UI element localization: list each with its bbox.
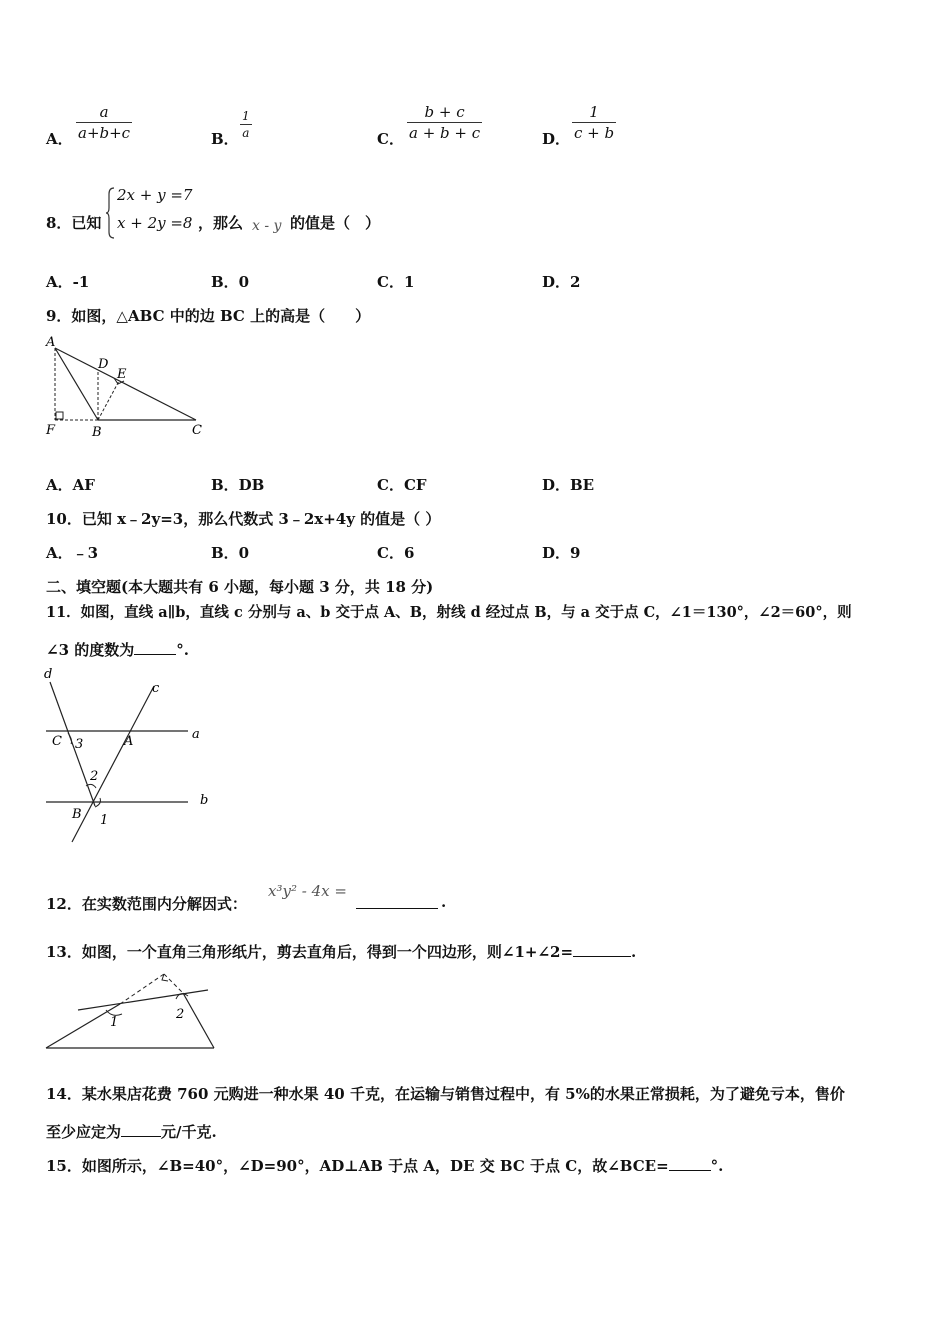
q11-parallel-lines-figure [36,664,226,846]
fraction-numerator: a [99,103,109,121]
q13-question [46,941,636,962]
q7-option-b-fraction [240,108,252,141]
q14-line-2 [46,1121,217,1142]
vertex-label-f: F [46,423,56,438]
q14-answer-blank[interactable] [121,1136,161,1137]
q12-expression: x³y² - 4x = [268,882,347,900]
q13-question-suffix: . [631,943,637,961]
q11-line-2-prefix: ∠3 的度数为 [46,641,135,659]
q8-option-b: B．0 [211,273,250,291]
system-brace [106,186,116,240]
line-label-d: d [44,667,53,682]
vertex-label-a: A [46,335,56,350]
line-label-b: b [200,793,209,808]
fraction-numerator: b + c [424,103,465,121]
q7-option-a-label: A． [46,130,73,148]
line-label-c: c [152,681,160,696]
vertex-label-e: E [117,367,127,382]
fraction-denominator: a [242,126,250,140]
q7-option-a-fraction [76,102,132,143]
q15-question-suffix: °. [710,1157,724,1175]
point-label-a: A [124,734,134,749]
q8-number: 8．已知 [46,214,102,232]
q8-option-c: C．1 [377,273,415,291]
point-label-c: C [52,734,62,749]
q8-mid: ，那么 [198,214,244,232]
q15-question [46,1155,723,1176]
q15-answer-blank[interactable] [669,1170,711,1171]
angle-label-2: 2 [90,769,99,784]
q11-answer-blank[interactable] [134,654,176,655]
q8-option-a: A．-1 [46,273,90,291]
q10-option-c: C．6 [377,544,415,562]
angle-label-1: 1 [110,1015,119,1030]
q7-option-c-label: C． [377,130,404,148]
fraction-denominator: c + b [574,124,615,142]
q7-option-c-fraction [407,102,482,143]
angle-label-1: 1 [100,813,109,828]
q10-question: 10．已知 x﹣2y=3，那么代数式 3﹣2x+4y 的值是（ ） [46,510,441,528]
fraction-denominator: a + b + c [409,124,481,142]
q12-answer-blank[interactable] [356,893,438,909]
q9-option-d: D．BE [542,476,595,494]
q8-tail: 的值是（ ） [290,214,381,232]
fraction-numerator: 1 [589,103,599,121]
section-heading: 二、填空题(本大题共有 6 小题，每小题 3 分，共 18 分) [46,578,434,596]
q10-option-b: B．0 [211,544,250,562]
vertex-label-b: B [92,425,102,440]
q9-triangle-figure [40,332,220,442]
q9-option-b: B．DB [211,476,265,494]
q8-equation-2: x + 2y =8 [117,214,193,232]
q12-question: 12．在实数范围内分解因式： [46,895,247,913]
q7-option-d-fraction [572,102,616,143]
q10-option-d: D．9 [542,544,581,562]
q15-question-prefix: 15．如图所示，∠B=40°，∠D=90°，AD⊥AB 于点 A，DE 交 BC 于点 C，故∠BCE= [46,1157,669,1175]
q11-line-2 [46,639,189,660]
q8-equation-1: 2x + y =7 [117,186,193,204]
vertex-label-c: C [192,423,202,438]
q14-line-2-suffix: 元/千克. [161,1123,217,1141]
fraction-numerator: 1 [242,109,250,123]
line-label-a: a [192,727,200,742]
q14-line-2-prefix: 至少应定为 [46,1123,122,1141]
vertex-label-d: D [98,357,109,372]
q11-line-1: 11．如图，直线 a∥b，直线 c 分别与 a、b 交于点 A、B，射线 d 经过点 B，与 a 交于点 C，∠1＝130°，∠2＝60°，则 [46,604,852,621]
q13-answer-blank[interactable] [573,956,631,957]
q13-triangle-figure [40,966,222,1056]
q7-option-d-label: D． [542,130,571,148]
q9-option-a: A．AF [46,476,95,494]
point-label-b: B [72,807,82,822]
angle-label-3: 3 [75,737,84,752]
q10-option-a: A．﹣3 [46,544,99,562]
q13-question-prefix: 13．如图，一个直角三角形纸片，剪去直角后，得到一个四边形，则∠1+∠2= [46,943,574,961]
q9-question: 9．如图，△ABC 中的边 BC 上的高是（ ） [46,307,371,325]
q8-expression: x - y [252,218,282,234]
q8-option-d: D．2 [542,273,581,291]
q7-option-b-label: B． [211,130,239,148]
fraction-denominator: a+b+c [78,124,131,142]
q14-line-1: 14．某水果店花费 760 元购进一种水果 40 千克，在运输与销售过程中，有 5%的水果正常损耗，为了避免亏本，售价 [46,1085,845,1103]
q11-line-2-suffix: °. [176,641,189,659]
q12-tail: . [441,893,447,911]
q9-option-c: C．CF [377,476,427,494]
angle-label-2: 2 [176,1007,185,1022]
